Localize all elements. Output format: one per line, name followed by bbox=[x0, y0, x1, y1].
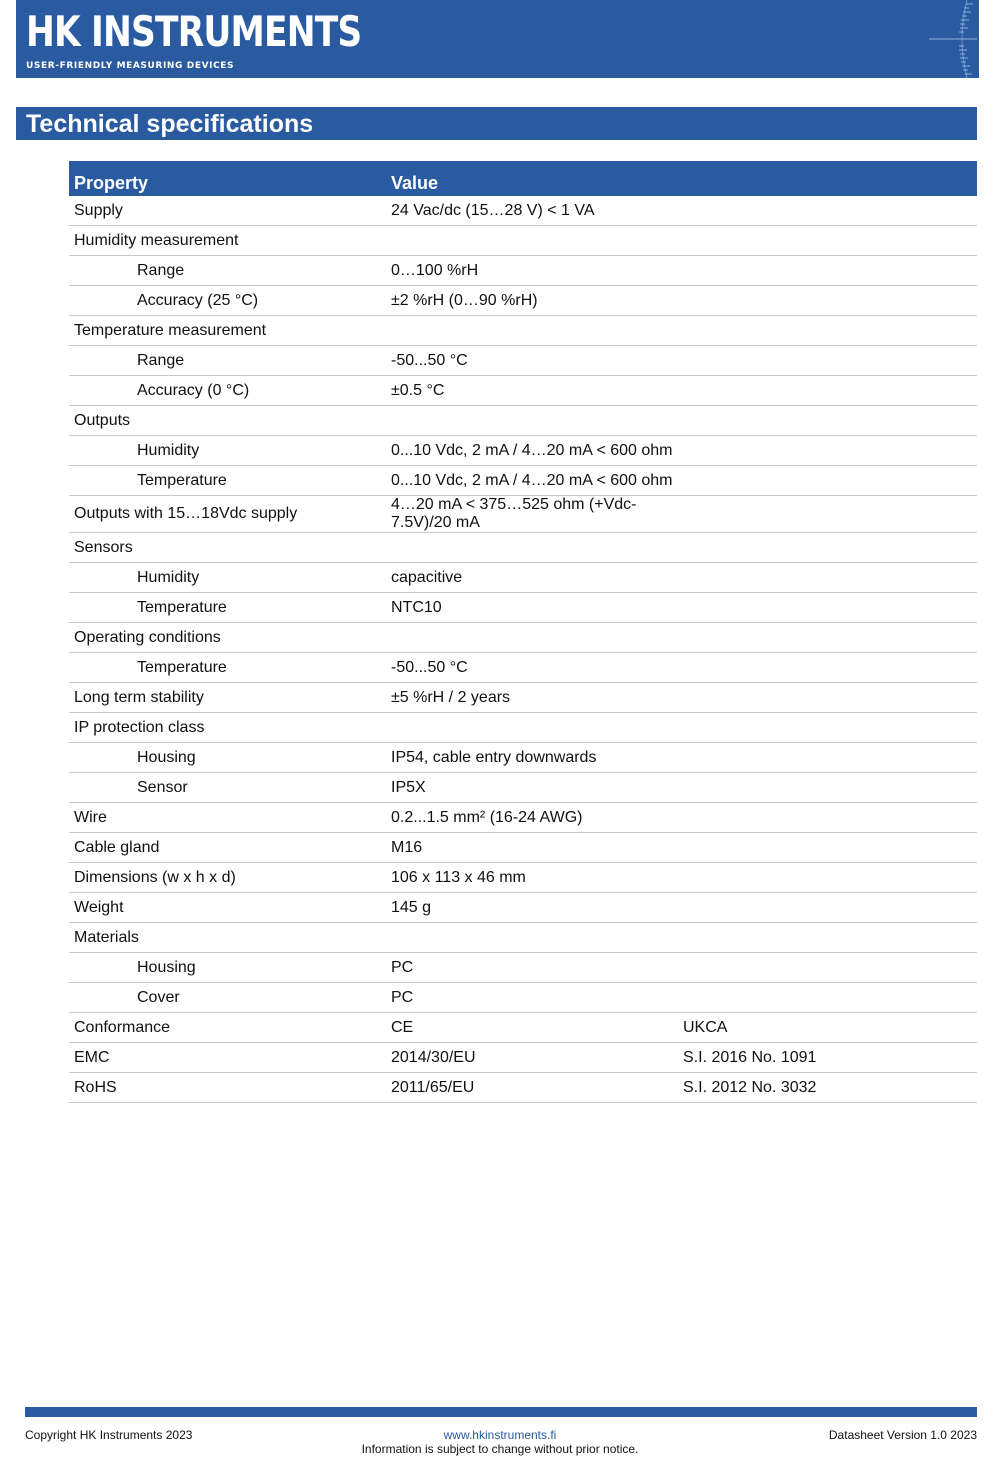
table-row bbox=[69, 983, 977, 1013]
property-cell: Conformance bbox=[69, 1013, 386, 1043]
extra-cell bbox=[678, 893, 977, 923]
property-cell: Humidity bbox=[69, 436, 386, 466]
extra-cell: S.I. 2012 No. 3032 bbox=[678, 1073, 977, 1103]
gauge-scale-icon bbox=[849, 0, 979, 78]
property-cell: Accuracy (0 °C) bbox=[69, 376, 386, 406]
value-cell: ±2 %rH (0…90 %rH) bbox=[386, 286, 678, 316]
extra-cell bbox=[678, 196, 977, 226]
extra-cell bbox=[678, 803, 977, 833]
property-cell: Outputs bbox=[69, 406, 386, 436]
value-cell: IP5X bbox=[386, 773, 678, 803]
extra-cell bbox=[678, 563, 977, 593]
extra-cell: UKCA bbox=[678, 1013, 977, 1043]
table-row bbox=[69, 496, 977, 533]
value-cell: 0...10 Vdc, 2 mA / 4…20 mA < 600 ohm bbox=[386, 436, 678, 466]
footer-version: Datasheet Version 1.0 2023 bbox=[828, 1428, 977, 1442]
property-cell: IP protection class bbox=[69, 713, 386, 743]
extra-cell bbox=[678, 683, 977, 713]
value-cell: ±0.5 °C bbox=[386, 376, 678, 406]
table-row bbox=[69, 1043, 977, 1073]
value-cell: CE bbox=[386, 1013, 678, 1043]
property-cell: Operating conditions bbox=[69, 623, 386, 653]
value-cell: -50...50 °C bbox=[386, 653, 678, 683]
extra-cell bbox=[678, 466, 977, 496]
extra-cell bbox=[678, 593, 977, 623]
extra-cell bbox=[678, 983, 977, 1013]
table-row bbox=[69, 893, 977, 923]
table-row bbox=[69, 533, 977, 563]
property-cell: Housing bbox=[69, 743, 386, 773]
extra-cell bbox=[678, 743, 977, 773]
property-cell: Supply bbox=[69, 196, 386, 226]
value-cell: capacitive bbox=[386, 563, 678, 593]
extra-cell bbox=[678, 346, 977, 376]
value-cell bbox=[386, 923, 678, 953]
header-value: Value bbox=[386, 161, 678, 196]
property-cell: Range bbox=[69, 256, 386, 286]
value-cell: 145 g bbox=[386, 893, 678, 923]
property-cell: Temperature bbox=[69, 593, 386, 623]
value-cell bbox=[386, 316, 678, 346]
extra-cell bbox=[678, 376, 977, 406]
property-cell: Temperature bbox=[69, 466, 386, 496]
website-link[interactable]: www.hkinstruments.fi bbox=[443, 1428, 557, 1442]
table-row bbox=[69, 1013, 977, 1043]
property-cell: Sensors bbox=[69, 533, 386, 563]
table-row bbox=[69, 713, 977, 743]
value-cell: M16 bbox=[386, 833, 678, 863]
value-cell: NTC10 bbox=[386, 593, 678, 623]
value-cell: 24 Vac/dc (15…28 V) < 1 VA bbox=[386, 196, 678, 226]
value-cell: 0...10 Vdc, 2 mA / 4…20 mA < 600 ohm bbox=[386, 466, 678, 496]
table-row bbox=[69, 593, 977, 623]
value-cell bbox=[386, 533, 678, 563]
value-cell bbox=[386, 713, 678, 743]
property-cell: Humidity measurement bbox=[69, 226, 386, 256]
property-cell: Accuracy (25 °C) bbox=[69, 286, 386, 316]
header-banner bbox=[16, 0, 979, 78]
property-cell: Humidity bbox=[69, 563, 386, 593]
table-row bbox=[69, 743, 977, 773]
table-row bbox=[69, 923, 977, 953]
extra-cell bbox=[678, 316, 977, 346]
value-cell: 106 x 113 x 46 mm bbox=[386, 863, 678, 893]
header-extra bbox=[678, 161, 977, 196]
extra-cell bbox=[678, 923, 977, 953]
extra-cell bbox=[678, 406, 977, 436]
table-row bbox=[69, 256, 977, 286]
property-cell: Wire bbox=[69, 803, 386, 833]
value-cell bbox=[386, 623, 678, 653]
table-row bbox=[69, 863, 977, 893]
extra-cell bbox=[678, 496, 977, 533]
table-row bbox=[69, 623, 977, 653]
footer-notice: Information is subject to change without prior notice. bbox=[361, 1442, 639, 1456]
footer-bar bbox=[25, 1407, 977, 1417]
section-title: Technical specifications bbox=[26, 110, 314, 138]
table-row bbox=[69, 226, 977, 256]
table-row bbox=[69, 953, 977, 983]
property-cell: Materials bbox=[69, 923, 386, 953]
table-row bbox=[69, 1073, 977, 1103]
spec-table-body bbox=[69, 196, 977, 1103]
table-row bbox=[69, 376, 977, 406]
value-cell: 4…20 mA < 375…525 ohm (+Vdc-7.5V)/20 mA bbox=[386, 496, 678, 533]
value-cell: IP54, cable entry downwards bbox=[386, 743, 678, 773]
extra-cell bbox=[678, 713, 977, 743]
value-cell: 0.2...1.5 mm² (16-24 AWG) bbox=[386, 803, 678, 833]
table-row bbox=[69, 406, 977, 436]
extra-cell bbox=[678, 286, 977, 316]
table-row bbox=[69, 833, 977, 863]
table-row bbox=[69, 653, 977, 683]
extra-cell bbox=[678, 833, 977, 863]
table-row bbox=[69, 316, 977, 346]
value-cell: PC bbox=[386, 953, 678, 983]
table-row bbox=[69, 683, 977, 713]
table-row bbox=[69, 773, 977, 803]
extra-cell bbox=[678, 436, 977, 466]
spec-table-header bbox=[69, 161, 977, 196]
spec-table bbox=[69, 161, 977, 1103]
brand-logo: HK INSTRUMENTS bbox=[26, 7, 362, 56]
table-row bbox=[69, 436, 977, 466]
property-cell: EMC bbox=[69, 1043, 386, 1073]
property-cell: Cover bbox=[69, 983, 386, 1013]
header-property: Property bbox=[69, 161, 386, 196]
brand-tagline: USER-FRIENDLY MEASURING DEVICES bbox=[26, 61, 235, 71]
footer-copyright: Copyright HK Instruments 2023 bbox=[25, 1428, 193, 1442]
property-cell: Temperature measurement bbox=[69, 316, 386, 346]
value-cell bbox=[386, 406, 678, 436]
table-row bbox=[69, 346, 977, 376]
extra-cell: S.I. 2016 No. 1091 bbox=[678, 1043, 977, 1073]
extra-cell bbox=[678, 653, 977, 683]
extra-cell bbox=[678, 623, 977, 653]
property-cell: Weight bbox=[69, 893, 386, 923]
extra-cell bbox=[678, 533, 977, 563]
property-cell: Temperature bbox=[69, 653, 386, 683]
extra-cell bbox=[678, 256, 977, 286]
table-row bbox=[69, 286, 977, 316]
value-cell: 2011/65/EU bbox=[386, 1073, 678, 1103]
extra-cell bbox=[678, 226, 977, 256]
value-cell: -50...50 °C bbox=[386, 346, 678, 376]
extra-cell bbox=[678, 863, 977, 893]
value-cell: 0…100 %rH bbox=[386, 256, 678, 286]
property-cell: Housing bbox=[69, 953, 386, 983]
property-cell: Dimensions (w x h x d) bbox=[69, 863, 386, 893]
property-cell: RoHS bbox=[69, 1073, 386, 1103]
property-cell: Long term stability bbox=[69, 683, 386, 713]
section-title-bar bbox=[16, 107, 977, 140]
value-cell: 2014/30/EU bbox=[386, 1043, 678, 1073]
table-row bbox=[69, 563, 977, 593]
property-cell: Range bbox=[69, 346, 386, 376]
extra-cell bbox=[678, 953, 977, 983]
value-cell: PC bbox=[386, 983, 678, 1013]
table-row bbox=[69, 803, 977, 833]
table-row bbox=[69, 196, 977, 226]
table-row bbox=[69, 466, 977, 496]
value-cell: ±5 %rH / 2 years bbox=[386, 683, 678, 713]
value-cell bbox=[386, 226, 678, 256]
extra-cell bbox=[678, 773, 977, 803]
property-cell: Sensor bbox=[69, 773, 386, 803]
property-cell: Cable gland bbox=[69, 833, 386, 863]
property-cell: Outputs with 15…18Vdc supply bbox=[69, 496, 386, 533]
